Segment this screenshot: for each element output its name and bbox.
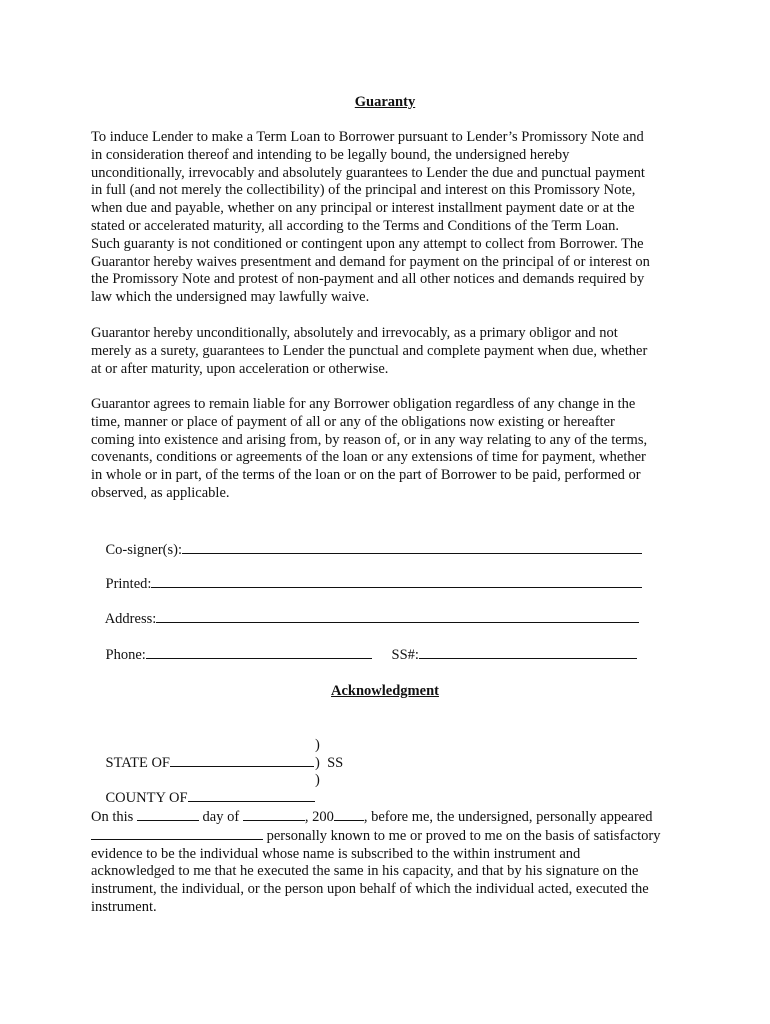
text-line: when due and payable, whether on any principal or interest installment payment date or at the — [91, 200, 635, 217]
guaranty-title: Guaranty — [354, 94, 416, 110]
month-blank[interactable] — [243, 808, 305, 821]
ss-number-line[interactable] — [419, 646, 637, 659]
text-line: the Promissory Note and protest of non-payment and all other notices and demands required by — [91, 271, 645, 288]
text-line: acknowledged to me that he executed the same in his capacity, and that by his signature on the — [91, 863, 639, 880]
day-of-text: day of — [202, 809, 240, 825]
state-line[interactable] — [170, 754, 314, 767]
cosigner-signature-line[interactable] — [182, 541, 642, 554]
text-line — [91, 827, 701, 846]
guaranty-paragraph-1 — [91, 129, 691, 307]
text-line: Guarantor hereby unconditionally, absolutely and irrevocably, as a primary obligor and not — [91, 325, 618, 341]
paren-top: ) — [315, 737, 320, 753]
text-line: unconditionally, irrevocably and absolutely guarantees to Lender the due and punctual payment — [91, 164, 645, 181]
acknowledgment-title: Acknowledgment — [331, 683, 439, 699]
year-prefix-text: , 200 — [304, 809, 334, 825]
cosigner-label: Co-signer(s): — [105, 542, 183, 558]
text-line: stated or accelerated maturity, all according to the Terms and Conditions of the Term Loan. — [91, 217, 619, 234]
printed-label: Printed: — [105, 576, 152, 592]
text-line: To induce Lender to make a Term Loan to Borrower pursuant to Lender’s Promissory Note and — [91, 129, 644, 145]
paren-bottom: ) — [315, 772, 320, 788]
year-blank[interactable] — [334, 808, 364, 821]
guaranty-paragraph-3 — [91, 396, 691, 503]
text-line: instrument, the individual, or the person upon behalf of which the individual acted, executed the — [91, 881, 649, 898]
phone-line[interactable] — [146, 646, 372, 659]
ss-mark: ) SS — [315, 755, 344, 771]
state-label: STATE OF — [105, 755, 170, 771]
text-line: evidence to be the individual whose name is subscribed to the within instrument and — [91, 845, 581, 862]
phone-row — [91, 628, 372, 682]
guaranty-paragraph-2 — [91, 325, 691, 378]
text-line: Guarantor hereby waives presentment and demand for payment on the principal of or interest on — [91, 253, 650, 270]
ss-label: SS#: — [391, 647, 419, 663]
text-line: law which the undersigned may lawfully waive. — [91, 289, 370, 306]
county-line[interactable] — [188, 789, 315, 802]
text-line: covenants, conditions or agreements of the loan or any extensions of time for payment, whether — [91, 449, 646, 466]
acknowledgment-paragraph — [91, 808, 701, 917]
text-line: in full (and not merely the collectibility) of the principal and interest on this Promissory Note, — [91, 182, 636, 199]
text-line: merely as a surety, guarantees to Lender the punctual and complete payment when due, whether — [91, 342, 648, 359]
day-blank[interactable] — [137, 808, 199, 821]
address-line[interactable] — [156, 610, 639, 623]
text-line: Such guaranty is not conditioned or contingent upon any attempt to collect from Borrower. The — [91, 235, 644, 252]
ss-row — [377, 628, 637, 682]
address-label: Address: — [104, 611, 157, 627]
text-line: Guarantor agrees to remain liable for any Borrower obligation regardless of any change in the — [91, 396, 636, 412]
before-me-text: , before me, the undersigned, personally appeared — [363, 809, 653, 825]
on-this-text: On this — [91, 809, 134, 825]
phone-label: Phone: — [105, 647, 146, 663]
text-line: observed, as applicable. — [91, 484, 230, 501]
text-line — [91, 808, 701, 827]
text-line: instrument. — [91, 898, 157, 915]
personally-known-text: personally known to me or proved to me on the basis of satisfactory — [263, 827, 661, 844]
printed-name-line[interactable] — [151, 575, 642, 588]
text-line: in consideration thereof and intending to be legally bound, the undersigned hereby — [91, 146, 570, 163]
text-line: coming into existence and arising from, by reason of, or in any way relating to any of the terms, — [91, 431, 648, 448]
name-blank[interactable] — [91, 827, 263, 840]
text-line: at or after maturity, upon acceleration or otherwise. — [91, 360, 389, 377]
county-label: COUNTY OF — [105, 790, 188, 806]
text-line: in whole or in part, of the terms of the loan or on the part of Borrower to be paid, performed or — [91, 467, 641, 484]
text-line: time, manner or place of payment of all or any of the obligations now existing or hereafter — [91, 413, 615, 430]
